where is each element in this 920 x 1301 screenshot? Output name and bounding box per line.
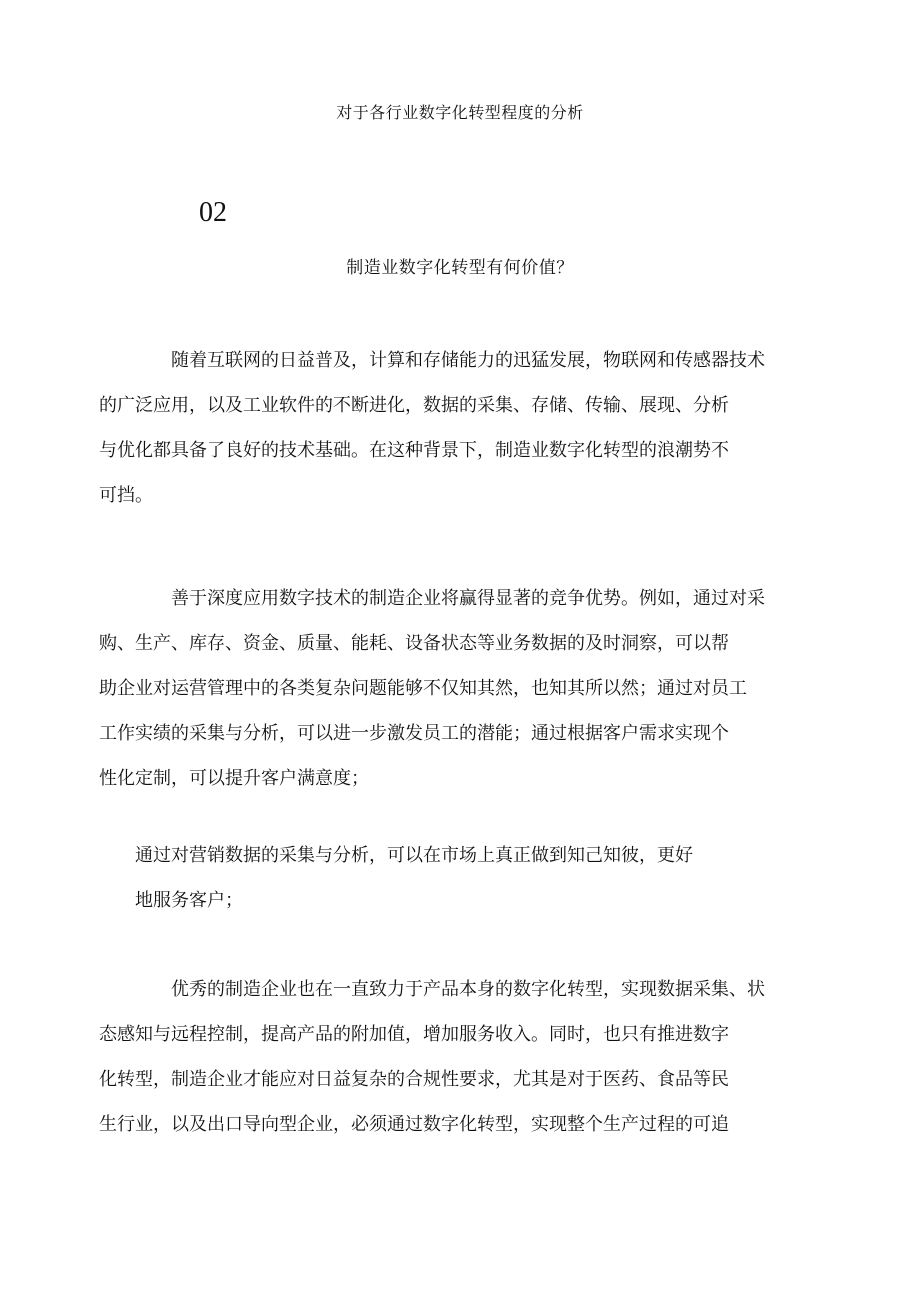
section-number: 02	[199, 197, 227, 228]
document-title: 对于各行业数字化转型程度的分析	[336, 103, 584, 122]
paragraph-competitive-advantage	[99, 576, 787, 801]
paragraph-line: 助企业对运营管理中的各类复杂问题能够不仅知其然，也知其所以然；通过对员工	[99, 678, 747, 699]
paragraph-serve-customers	[135, 878, 787, 923]
paragraph-line: 优秀的制造企业也在一直致力于产品本身的数字化转型，实现数据采集、状	[171, 979, 765, 1000]
paragraph-line: 与优化都具备了良好的技术基础。在这种背景下，制造业数字化转型的浪潮势不	[99, 440, 729, 461]
paragraph-line: 工作实绩的采集与分析，可以进一步激发员工的潜能；通过根据客户需求实现个	[99, 723, 729, 744]
paragraph-line: 购、生产、库存、资金、质量、能耗、设备状态等业务数据的及时洞察，可以帮	[99, 633, 729, 654]
paragraph-line: 态感知与远程控制，提高产品的附加值，增加服务收入。同时，也只有推进数字	[99, 1024, 729, 1045]
paragraph-line: 随着互联网的日益普及，计算和存储能力的迅猛发展，物联网和传感器技术	[171, 350, 765, 371]
paragraph-line: 通过对营销数据的采集与分析，可以在市场上真正做到知己知彼，更好	[135, 845, 693, 866]
section-heading: 制造业数字化转型有何价值？	[346, 258, 574, 278]
paragraph-line: 的广泛应用，以及工业软件的不断进化，数据的采集、存储、传输、展现、分析	[99, 395, 729, 416]
paragraph-marketing-data	[135, 833, 787, 878]
paragraph-line: 可挡。	[99, 485, 153, 506]
paragraph-line: 地服务客户；	[135, 890, 243, 911]
paragraph-line: 善于深度应用数字技术的制造企业将赢得显著的竞争优势。例如，通过对采	[171, 588, 765, 609]
paragraph-internet-background	[99, 338, 787, 518]
paragraph-line: 性化定制，可以提升客户满意度；	[99, 768, 369, 789]
paragraph-line: 化转型，制造企业才能应对日益复杂的合规性要求，尤其是对于医药、食品等民	[99, 1069, 729, 1090]
paragraph-product-digitalization	[99, 967, 787, 1147]
paragraph-line: 生行业，以及出口导向型企业，必须通过数字化转型，实现整个生产过程的可追	[99, 1114, 729, 1135]
